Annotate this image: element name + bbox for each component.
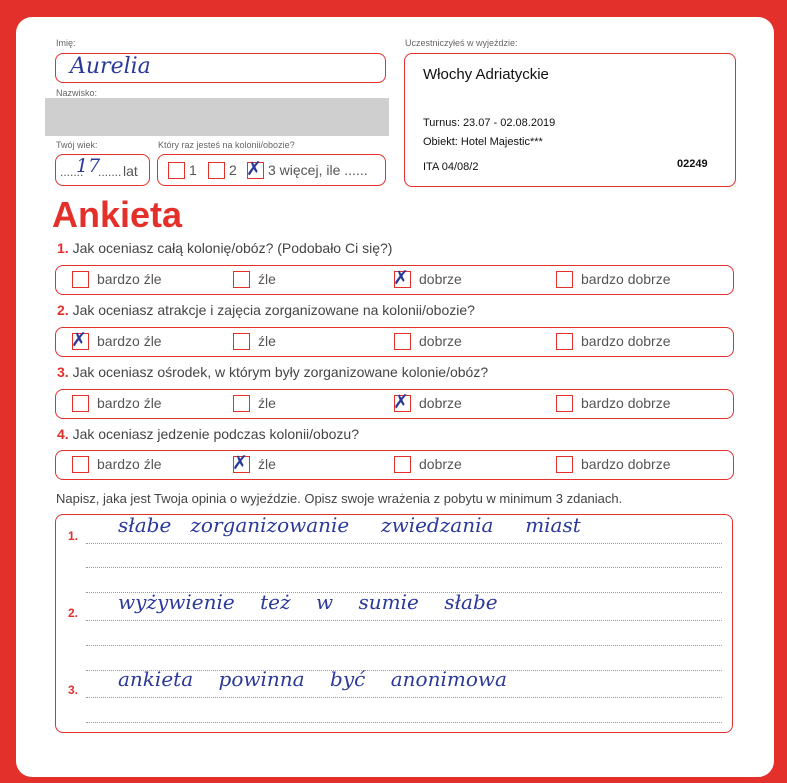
wiek-dots-left: ....... <box>60 165 84 179</box>
question-2 <box>57 302 475 318</box>
opinion-line-number: 2. <box>68 606 79 620</box>
ruled-line <box>86 645 722 646</box>
wiek-label: Twój wiek: <box>56 140 98 150</box>
rating-checkbox[interactable] <box>394 333 411 350</box>
wiek-unit: lat <box>123 163 138 179</box>
question-text: Jak oceniasz całą kolonię/obóz? (Podobało Ci się?) <box>72 240 393 256</box>
opinion-line-text: ankieta powinna być anonimowa <box>118 667 507 691</box>
rating-checkbox[interactable] <box>556 456 573 473</box>
rating-option-label: bardzo źle <box>97 395 162 411</box>
opinion-line-text: wyżywienie też w sumie słabe <box>118 590 498 614</box>
rating-row-1 <box>55 265 734 295</box>
wiek-value: 17 <box>76 155 101 177</box>
check-mark-icon: ✗ <box>232 452 248 474</box>
question-1 <box>57 240 392 256</box>
rating-option-label: dobrze <box>419 333 462 349</box>
rating-checkbox[interactable] <box>72 271 89 288</box>
rating-option-label: bardzo źle <box>97 271 162 287</box>
opinion-box[interactable] <box>55 514 733 733</box>
trip-turnus: Turnus: 23.07 - 02.08.2019 <box>423 117 556 129</box>
ktory-option-3: 3 więcej, ile ...... <box>268 162 368 178</box>
trip-number: 02249 <box>677 158 708 170</box>
rating-option-label: źle <box>258 395 276 411</box>
check-mark-icon: ✗ <box>393 391 409 413</box>
wiek-field[interactable] <box>55 154 150 186</box>
nazwisko-label: Nazwisko: <box>56 88 98 98</box>
opinion-prompt: Napisz, jaka jest Twoja opinia o wyjeździe. Opisz swoje wrażenia z pobytu w minimum 3 zdaniach. <box>56 491 623 506</box>
opinion-line-number: 1. <box>68 529 79 543</box>
imie-label: Imię: <box>56 38 76 48</box>
ktory-checkbox-2[interactable] <box>208 162 225 179</box>
check-mark-icon: ✗ <box>393 267 409 289</box>
rating-option-label: dobrze <box>419 456 462 472</box>
ktory-option-2: 2 <box>229 162 237 178</box>
question-text: Jak oceniasz atrakcje i zajęcia zorganizowane na kolonii/obozie? <box>72 302 475 318</box>
rating-row-3 <box>55 389 734 419</box>
ktory-checkbox-3[interactable] <box>246 158 264 180</box>
wiek-dots-right: ....... <box>98 165 122 179</box>
question-number: 1. <box>57 240 69 256</box>
rating-checkbox[interactable] <box>233 395 250 412</box>
rating-checkbox[interactable] <box>72 456 89 473</box>
rating-option-label: źle <box>258 456 276 472</box>
trip-box <box>404 53 736 187</box>
rating-row-4 <box>55 450 734 480</box>
ruled-line <box>86 543 722 544</box>
rating-option-label: bardzo dobrze <box>581 395 671 411</box>
question-4 <box>57 426 359 442</box>
question-text: Jak oceniasz jedzenie podczas kolonii/obozu? <box>72 426 359 442</box>
rating-checkbox[interactable] <box>394 456 411 473</box>
question-number: 4. <box>57 426 69 442</box>
rating-option-label: bardzo dobrze <box>581 333 671 349</box>
ruled-line <box>86 722 722 723</box>
trip-code: ITA 04/08/2 <box>423 161 479 173</box>
ruled-line <box>86 697 722 698</box>
trip-label: Uczestniczyłeś w wyjeździe: <box>405 38 518 48</box>
question-text: Jak oceniasz ośrodek, w którym były zorganizowane kolonie/obóz? <box>72 364 489 380</box>
rating-checkbox[interactable] <box>233 333 250 350</box>
ktory-checkbox-1[interactable] <box>168 162 185 179</box>
question-3 <box>57 364 488 380</box>
rating-checkbox[interactable] <box>556 271 573 288</box>
rating-option-label: bardzo źle <box>97 456 162 472</box>
question-number: 3. <box>57 364 69 380</box>
rating-option-label: dobrze <box>419 395 462 411</box>
rating-checkbox[interactable] <box>393 391 411 413</box>
rating-checkbox[interactable] <box>71 329 89 351</box>
rating-checkbox[interactable] <box>556 395 573 412</box>
check-mark-icon: ✗ <box>246 158 262 180</box>
nazwisko-redacted <box>45 98 389 136</box>
rating-option-label: bardzo źle <box>97 333 162 349</box>
imie-field[interactable] <box>55 53 386 83</box>
trip-obiekt: Obiekt: Hotel Majestic*** <box>423 136 543 148</box>
rating-option-label: dobrze <box>419 271 462 287</box>
opinion-line-text: słabe zorganizowanie zwiedzania miast <box>118 513 581 537</box>
imie-value: Aurelia <box>70 54 151 79</box>
ruled-line <box>86 567 722 568</box>
rating-checkbox[interactable] <box>556 333 573 350</box>
question-number: 2. <box>57 302 69 318</box>
rating-option-label: bardzo dobrze <box>581 271 671 287</box>
rating-checkbox[interactable] <box>233 271 250 288</box>
rating-checkbox[interactable] <box>232 452 250 474</box>
rating-checkbox[interactable] <box>72 395 89 412</box>
ktory-field <box>157 154 386 186</box>
rating-option-label: źle <box>258 271 276 287</box>
trip-destination: Włochy Adriatyckie <box>423 66 549 83</box>
check-mark-icon: ✗ <box>71 329 87 351</box>
opinion-line-number: 3. <box>68 683 79 697</box>
ktory-label: Który raz jesteś na kolonii/obozie? <box>158 140 295 150</box>
rating-option-label: źle <box>258 333 276 349</box>
page-title: Ankieta <box>52 194 183 235</box>
rating-option-label: bardzo dobrze <box>581 456 671 472</box>
rating-checkbox[interactable] <box>393 267 411 289</box>
ktory-option-1: 1 <box>189 162 197 178</box>
ruled-line <box>86 620 722 621</box>
rating-row-2 <box>55 327 734 357</box>
